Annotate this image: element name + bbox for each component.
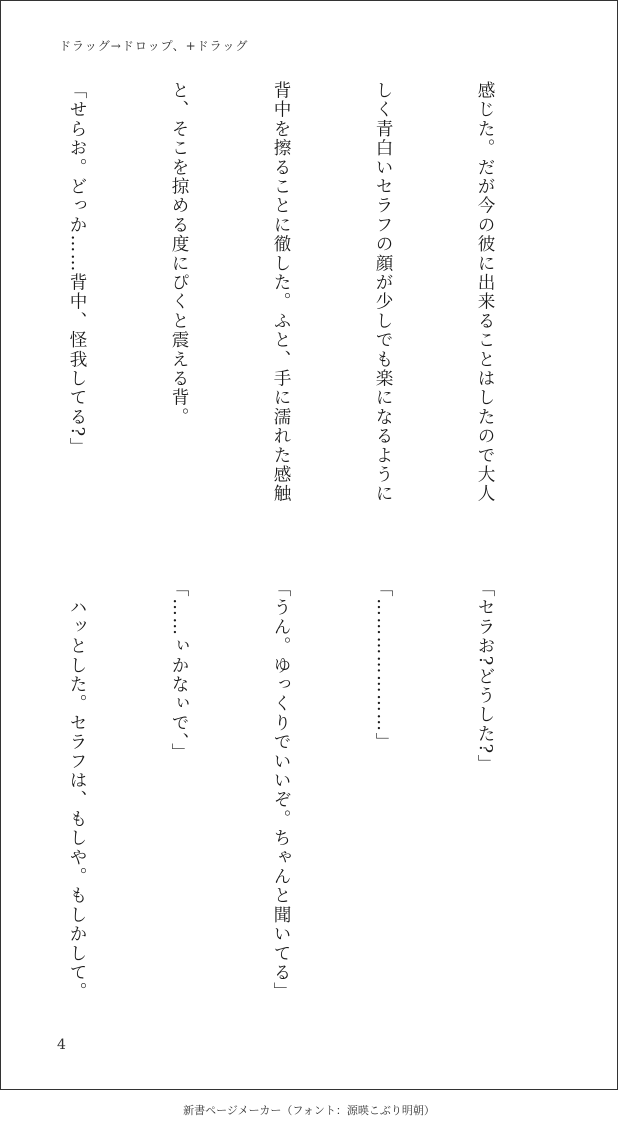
text-line: と、そこを掠める度にぴくと震える背。 [169, 81, 189, 427]
text-line: しく青白いセラフの顔が少しでも楽になるように [373, 81, 393, 504]
text-column-bottom [50, 579, 570, 1029]
text-line: ハッとした。セラフは、もしや。もしかして。 [67, 579, 87, 1002]
running-header-title: ドラッグ→ドロップ、+ドラッグ [59, 39, 249, 53]
text-line: 「セラお?どうした?」 [475, 579, 495, 774]
footer-caption: 新書ページメーカー（フォント：源暎こぶり明朝） [183, 1104, 435, 1117]
text-line: 「…………………」 [373, 579, 393, 752]
text-line: 「……ぃかなぃで、」 [169, 579, 189, 763]
text-line: 「せらお。どっか……背中、怪我してる?」 [67, 81, 87, 457]
page-number: 4 [57, 1037, 66, 1053]
text-line: 背中を擦ることに徹した。ふと、手に濡れた感触 [271, 81, 291, 504]
text-column-top [50, 81, 570, 531]
text-line: 感じた。だが今の彼に出来ることはしたので大人 [475, 81, 495, 504]
text-line: 「うん。ゆっくりでいいぞ。ちゃんと聞いてる」 [271, 579, 291, 1002]
